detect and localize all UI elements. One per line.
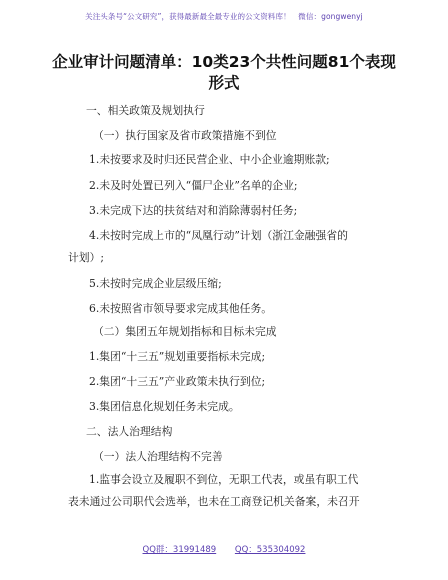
- list-item: 1.集团“十三五”规划重要指标未完成;: [89, 350, 266, 363]
- qq-link[interactable]: QQ：535304092: [234, 545, 306, 555]
- qq-group-link[interactable]: QQ群：31991489: [142, 545, 217, 555]
- list-item: 6.未按照省市领导要求完成其他任务。: [89, 302, 273, 315]
- list-item-continuation: 表未通过公司职代会选举，也未在工商登记机关备案，未召开: [68, 495, 360, 508]
- document-title: 企业审计问题清单：10类23个共性问题81个表现形式: [52, 53, 396, 92]
- list-item: 4.未按时完成上市的“凤凰行动”计划（浙江金融强省的: [89, 229, 348, 242]
- list-item: 2.未及时处置已列入“僵尸企业”名单的企业;: [89, 179, 298, 192]
- subsection-heading: （一）执行国家及省市政策措施不到位: [93, 129, 277, 142]
- list-item: 2.集团“十三五”产业政策未执行到位;: [89, 375, 266, 388]
- subsection-heading: （二）集团五年规划指标和目标未完成: [93, 325, 277, 338]
- top-banner: 关注头条号“公文研究”，获得最新最全最专业的公文资料库！ 微信：gongwenyj: [85, 12, 363, 21]
- subsection-heading: （一）法人治理结构不完善: [93, 450, 223, 463]
- list-item: 1.未按要求及时归还民营企业、中小企业逾期账款;: [89, 153, 330, 166]
- section-heading: 二、法人治理结构: [86, 425, 173, 438]
- section-heading: 一、相关政策及规划执行: [86, 104, 205, 117]
- list-item: 3.未完成下达的扶贫结对和消除薄弱村任务;: [89, 204, 298, 217]
- list-item: 1.监事会设立及履职不到位，无职工代表，或虽有职工代: [89, 473, 359, 486]
- list-item-continuation: 计划）;: [68, 251, 105, 264]
- list-item: 5.未按时完成企业层级压缩;: [89, 277, 222, 290]
- footer-contact: [0, 543, 448, 555]
- list-item: 3.集团信息化规划任务未完成。: [89, 400, 240, 413]
